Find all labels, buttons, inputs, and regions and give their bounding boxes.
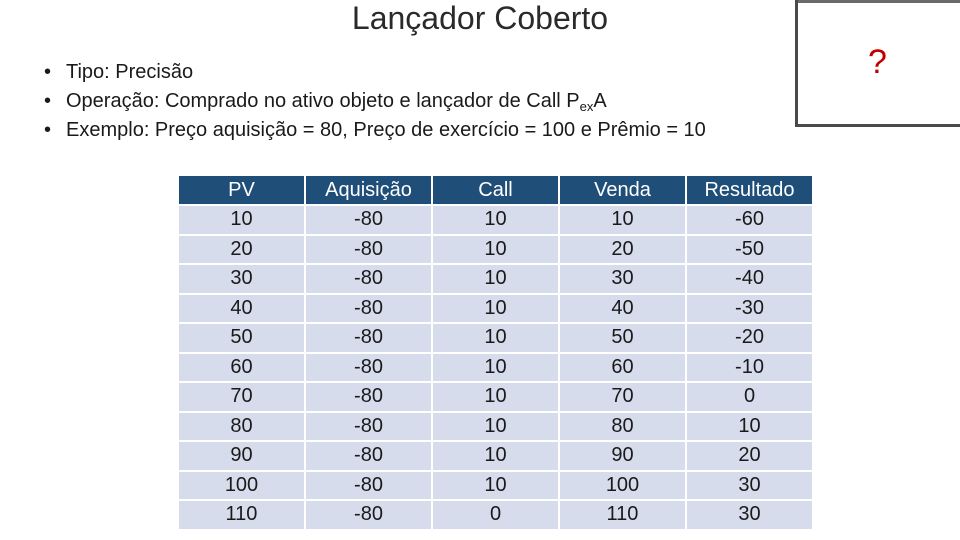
bullet-operacao-subscript: ex [579, 99, 594, 114]
table-row [179, 413, 812, 441]
table-cell: 100 [560, 472, 685, 500]
table-cell: -80 [306, 472, 431, 500]
table-cell: 30 [179, 265, 304, 293]
table-cell: -50 [687, 236, 812, 264]
table-cell: -20 [687, 324, 812, 352]
table-cell: 10 [433, 265, 558, 293]
table-cell: 10 [433, 295, 558, 323]
table-row [179, 206, 812, 234]
table-row [179, 295, 812, 323]
table-row [179, 265, 812, 293]
column-header: Aquisição [306, 176, 431, 204]
bullet-exemplo [44, 116, 706, 145]
table-cell: 80 [560, 413, 685, 441]
table-cell: 110 [560, 501, 685, 529]
payoff-table [177, 174, 814, 531]
table-cell: -80 [306, 206, 431, 234]
table-row [179, 383, 812, 411]
table-cell: 90 [560, 442, 685, 470]
bullet-operacao-suffix: A [593, 90, 607, 112]
table-cell: 10 [560, 206, 685, 234]
table-cell: 10 [433, 472, 558, 500]
table-row [179, 354, 812, 382]
table-cell: 10 [433, 354, 558, 382]
column-header: Resultado [687, 176, 812, 204]
table-cell: 60 [560, 354, 685, 382]
bullet-exemplo-text: Exemplo: Preço aquisição = 80, Preço de exercício = 100 e Prêmio = 10 [66, 119, 706, 141]
table-cell: -80 [306, 324, 431, 352]
table-cell: 10 [433, 442, 558, 470]
bullet-tipo [44, 58, 706, 87]
table-cell: 30 [560, 265, 685, 293]
table-row [179, 236, 812, 264]
table-cell: 10 [179, 206, 304, 234]
table-cell: 70 [560, 383, 685, 411]
table-cell: 50 [179, 324, 304, 352]
table-cell: -60 [687, 206, 812, 234]
table-cell: 10 [433, 383, 558, 411]
table-cell: -80 [306, 295, 431, 323]
table-cell: 50 [560, 324, 685, 352]
table-row [179, 472, 812, 500]
table-row [179, 442, 812, 470]
table-cell: 30 [687, 501, 812, 529]
table-cell: -80 [306, 265, 431, 293]
table-cell: 40 [179, 295, 304, 323]
table-cell: 40 [560, 295, 685, 323]
table-cell: -80 [306, 413, 431, 441]
table-cell: -10 [687, 354, 812, 382]
table-cell: 80 [179, 413, 304, 441]
table-cell: 20 [687, 442, 812, 470]
column-header: PV [179, 176, 304, 204]
table-body [179, 206, 812, 529]
column-header: Call [433, 176, 558, 204]
table-cell: 10 [433, 324, 558, 352]
table-cell: -80 [306, 383, 431, 411]
table-cell: 70 [179, 383, 304, 411]
column-header: Venda [560, 176, 685, 204]
table-cell: 10 [433, 413, 558, 441]
bullet-tipo-text: Tipo: Precisão [66, 61, 194, 83]
table-cell: -30 [687, 295, 812, 323]
table-cell: -80 [306, 442, 431, 470]
question-mark: ? [868, 43, 887, 81]
table-header-row [179, 176, 812, 204]
table-cell: 0 [433, 501, 558, 529]
table-row [179, 501, 812, 529]
table-cell: 100 [179, 472, 304, 500]
table-cell: 110 [179, 501, 304, 529]
bullet-operacao [44, 87, 706, 116]
slide-title: Lançador Coberto [351, 0, 609, 36]
table-cell: 60 [179, 354, 304, 382]
table-cell: -40 [687, 265, 812, 293]
table-cell: 10 [433, 206, 558, 234]
table-cell: -80 [306, 236, 431, 264]
table-cell: -80 [306, 501, 431, 529]
table-row [179, 324, 812, 352]
table-cell: 20 [560, 236, 685, 264]
table-cell: 90 [179, 442, 304, 470]
table-cell: 20 [179, 236, 304, 264]
table-cell: 10 [433, 236, 558, 264]
table-cell: -80 [306, 354, 431, 382]
table-cell: 10 [687, 413, 812, 441]
bullet-operacao-prefix: Operação: Comprado no ativo objeto e lançador de Call P [66, 90, 580, 112]
table-cell: 30 [687, 472, 812, 500]
table-cell: 0 [687, 383, 812, 411]
bullet-list [44, 58, 706, 145]
